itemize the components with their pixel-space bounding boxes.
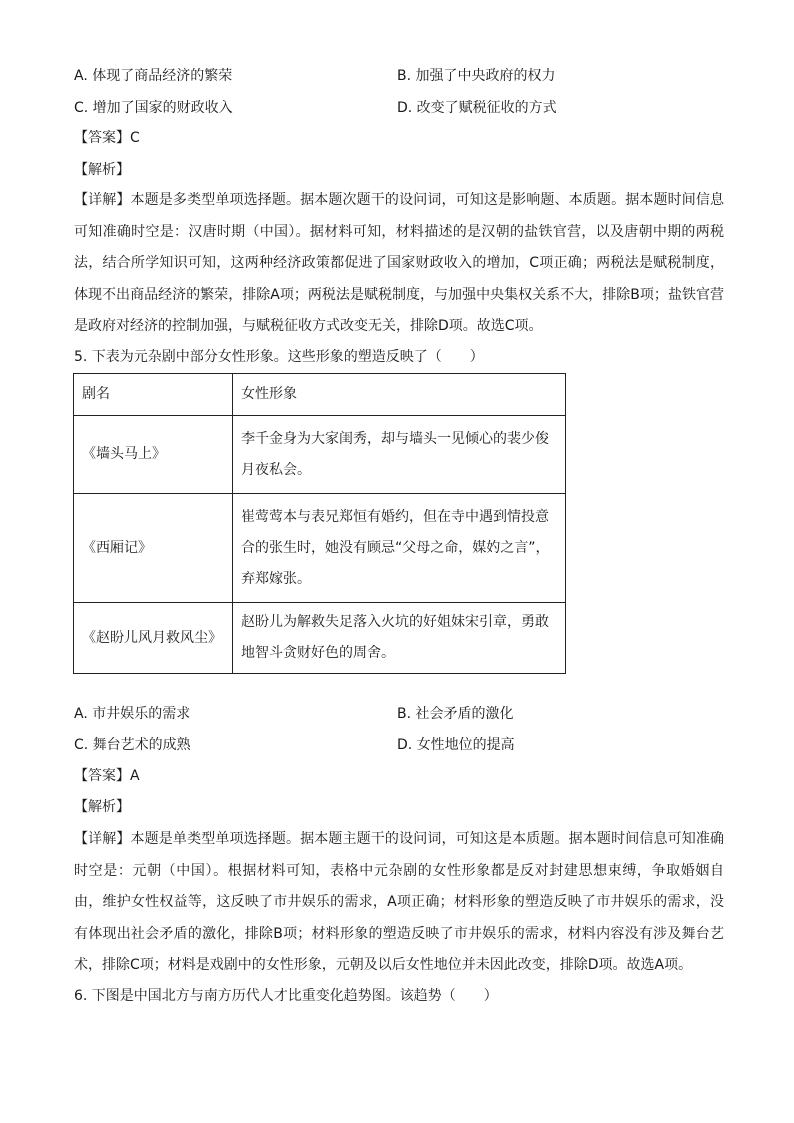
q4-option-a[interactable]: A. 体现了商品经济的繁荣 [74, 68, 233, 84]
table-cell-title: 《墙头马上》 [74, 416, 233, 494]
table-row [74, 603, 566, 674]
q5-material-table [73, 373, 566, 674]
table-header-row [74, 374, 566, 416]
q5-option-a[interactable]: A. 市井娱乐的需求 [74, 706, 191, 722]
q4-option-row-1 [74, 66, 734, 86]
table-header-title: 剧名 [74, 374, 233, 416]
table-row [74, 416, 566, 494]
q4-analysis-label: 【解析】 [74, 162, 130, 178]
table-cell-title: 《西厢记》 [74, 494, 233, 603]
q5-stem: 5. 下表为元杂剧中部分女性形象。这些形象的塑造反映了（ ） [74, 349, 484, 365]
q5-option-row-2 [74, 735, 734, 755]
q4-option-b[interactable]: B. 加强了中央政府的权力 [397, 68, 556, 84]
table-row [74, 494, 566, 603]
q4-detail-text: 【详解】本题是多类型单项选择题。据本题次题干的设问词，可知这是影响题、本质题。据本题时间信息可知准确时空是：汉唐时期（中国）。据材料可知，材料描述的是汉朝的盐铁官营，以及唐朝中期的两税法，结合所学知识可知，这两种经济政策都促进了国家财政收入的增加，C项正确；两税法是赋税制度，体现不出商品经济的繁荣，排除A项；两税法是赋税制度，与加强中央集权关系不大，排除B项；盐铁官营是政府对经济的控制加强，与赋税征收方式改变无关，排除D项。故选C项。 [74, 192, 724, 334]
q5-option-b[interactable]: B. 社会矛盾的激化 [397, 706, 514, 722]
q5-analysis-label: 【解析】 [74, 799, 130, 815]
q5-answer: 【答案】A [74, 768, 140, 784]
q4-detail [74, 185, 724, 343]
q4-option-d[interactable]: D. 改变了赋税征收的方式 [397, 100, 557, 116]
q5-detail [74, 824, 724, 982]
q5-option-c[interactable]: C. 舞台艺术的成熟 [74, 737, 191, 753]
table-cell-image: 赵盼儿为解救失足落入火坑的好姐妹宋引章，勇敢地智斗贪财好色的周舍。 [233, 603, 566, 674]
q4-option-row-2 [74, 98, 734, 118]
table-header-image: 女性形象 [233, 374, 566, 416]
q5-detail-text: 【详解】本题是单类型单项选择题。据本题主题干的设问词，可知这是本质题。据本题时间信息可知准确时空是：元朝（中国）。根据材料可知，表格中元杂剧的女性形象都是反对封建思想束缚，争取婚姻自由，维护女性权益等，这反映了市井娱乐的需求，A项正确；材料形象的塑造反映了市井娱乐的需求，没有体现出社会矛盾的激化，排除B项；材料形象的塑造反映了市井娱乐的需求，材料内容没有涉及舞台艺术，排除C项；材料是戏剧中的女性形象，元朝及以后女性地位并未因此改变，排除D项。故选A项。 [74, 831, 724, 973]
q4-answer: 【答案】C [74, 130, 140, 146]
q6-stem: 6. 下图是中国北方与南方历代人才比重变化趋势图。该趋势（ ） [74, 988, 498, 1004]
q5-option-d[interactable]: D. 女性地位的提高 [397, 737, 515, 753]
q5-option-row-1 [74, 704, 734, 724]
table-cell-image: 李千金身为大家闺秀，却与墙头一见倾心的裴少俊月夜私会。 [233, 416, 566, 494]
table-cell-image: 崔莺莺本与表兄郑恒有婚约，但在寺中遇到情投意合的张生时，她没有顾忌“父母之命，媒妁之言”，弃郑嫁张。 [233, 494, 566, 603]
table-cell-title: 《赵盼儿风月救风尘》 [74, 603, 233, 674]
q4-option-c[interactable]: C. 增加了国家的财政收入 [74, 100, 233, 116]
